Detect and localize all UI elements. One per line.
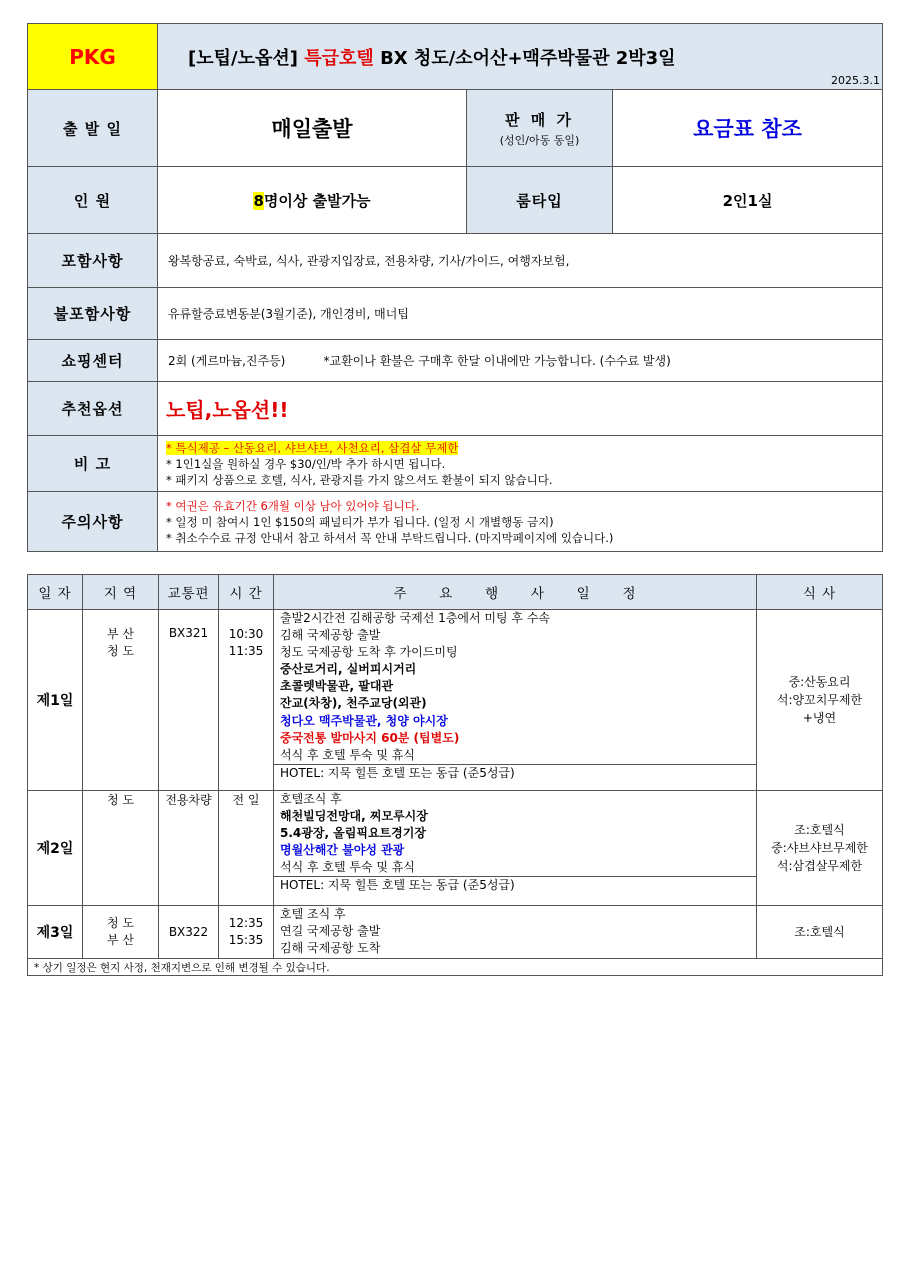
- pkg-badge: PKG: [28, 24, 158, 90]
- day3-region: 청 도 부 산: [83, 906, 159, 959]
- day2-schedule: 호텔조식 후 해천빌딩전망대, 찌모루시장 5.4광장, 올림픽요트경기장 명월산해간 불야성 관광 석식 후 호텔 투숙 및 휴식 HOTEL: 지묵 힐튼 호텔 또는 동급 (준5성급): [274, 791, 757, 906]
- day1-transport: BX321: [159, 610, 219, 791]
- include-value: 왕복항공료, 숙박료, 식사, 관광지입장료, 전용차량, 기사/가이드, 여행자보험,: [158, 234, 883, 288]
- price-label: 판 매 가 (성인/아동 동일): [467, 90, 613, 167]
- day3-time: 12:35 15:35: [219, 906, 274, 959]
- issue-date: 2025.3.1: [831, 74, 881, 87]
- day1-schedule: 출발2시간전 김해공항 국제선 1층에서 미팅 후 수속 김해 국제공항 출발 청도 국제공항 도착 후 가이드미팅 중산로거리, 실버피시거리 초콜렛박물관, 팔대관 잔교(차창), 천주교당(외관) 청다오 맥주박물관, 청양 야시장 중국전통 발마사지 60분 (팁별도) 석식 후 호텔 투숙 및 휴식 HOTEL: 지묵 힐튼 호텔 또는 동급 (준5성급): [274, 610, 757, 791]
- day3-label: 제3일: [28, 906, 83, 959]
- recommend-label: 추천옵션: [28, 382, 158, 436]
- day3-schedule: 호텔 조식 후 연길 국제공항 출발 김해 국제공항 도착: [274, 906, 757, 959]
- include-label: 포함사항: [28, 234, 158, 288]
- day1-hotel: HOTEL: 지묵 힐튼 호텔 또는 동급 (준5성급): [274, 764, 756, 782]
- day1-label: 제1일: [28, 610, 83, 791]
- itinerary-table: [27, 574, 883, 976]
- col-schedule: 주 요 행 사 일 정: [274, 575, 757, 610]
- package-title: [노팁/노옵션] 특급호텔 BX 청도/소어산+맥주박물관 2박3일: [188, 48, 676, 69]
- caution-label: 주의사항: [28, 492, 158, 552]
- day2-hotel: HOTEL: 지묵 힐튼 호텔 또는 동급 (준5성급): [274, 876, 756, 894]
- day1-region: 부 산 청 도: [83, 610, 159, 791]
- day3-row: [28, 906, 883, 959]
- col-transport: 교통편: [159, 575, 219, 610]
- departure-value: 매일출발: [158, 90, 467, 167]
- caution-value: * 여권은 유효기간 6개월 이상 남아 있어야 됩니다. * 일정 미 참여시 1인 $150의 패널티가 부가 됩니다. (일정 시 개별행동 금지) * 취소수수료 규정 안내서 참고 하셔서 꼭 안내 부탁드립니다. (마지막페이지에 있습니다.): [158, 492, 883, 552]
- day3-transport: BX322: [159, 906, 219, 959]
- remarks-value: * 특식제공 – 산동요리, 샤브샤브, 사천요리, 삼겹살 무제한 * 1인1실을 원하실 경우 $30/인/박 추가 하시면 됩니다. * 패키지 상품으로 호텔, 식사, 관광지를 가지 않으셔도 환불이 되지 않습니다.: [158, 436, 883, 492]
- people-label: 인 원: [28, 167, 158, 234]
- day1-row: [28, 610, 883, 791]
- departure-label: 출 발 일: [28, 90, 158, 167]
- package-info-table: [27, 23, 883, 552]
- exclude-value: 유류할증료변동분(3월기준), 개인경비, 매너팁: [158, 288, 883, 340]
- day1-time: 10:30 11:35: [219, 610, 274, 791]
- remarks-label: 비 고: [28, 436, 158, 492]
- day2-region: 청 도: [83, 791, 159, 906]
- day2-row: [28, 791, 883, 906]
- day1-meal: 중:산동요리 석:양꼬치무제한 +냉연: [757, 610, 883, 791]
- people-value: 8명이상 출발가능: [158, 167, 467, 234]
- day3-meal: 조:호텔식: [757, 906, 883, 959]
- day2-time: 전 일: [219, 791, 274, 906]
- recommend-value: 노팁,노옵션!!: [158, 382, 883, 436]
- col-region: 지 역: [83, 575, 159, 610]
- col-day: 일 자: [28, 575, 83, 610]
- col-meal: 식 사: [757, 575, 883, 610]
- title-cell: [158, 24, 883, 90]
- shopping-value: 2회 (게르마늄,진주등) *교환이나 환불은 구매후 한달 이내에만 가능합니다. (수수료 발생): [158, 340, 883, 382]
- exclude-label: 불포함사항: [28, 288, 158, 340]
- price-value: 요금표 참조: [613, 90, 883, 167]
- col-time: 시 간: [219, 575, 274, 610]
- room-type-label: 룸타입: [467, 167, 613, 234]
- itinerary-footnote: * 상기 일정은 현지 사정, 천재지변으로 인해 변경될 수 있습니다.: [28, 959, 883, 976]
- day2-meal: 조:호텔식 중:샤브샤브무제한 석:삼겹살무제한: [757, 791, 883, 906]
- room-type-value: 2인1실: [613, 167, 883, 234]
- day2-label: 제2일: [28, 791, 83, 906]
- shopping-label: 쇼핑센터: [28, 340, 158, 382]
- day2-transport: 전용차량: [159, 791, 219, 906]
